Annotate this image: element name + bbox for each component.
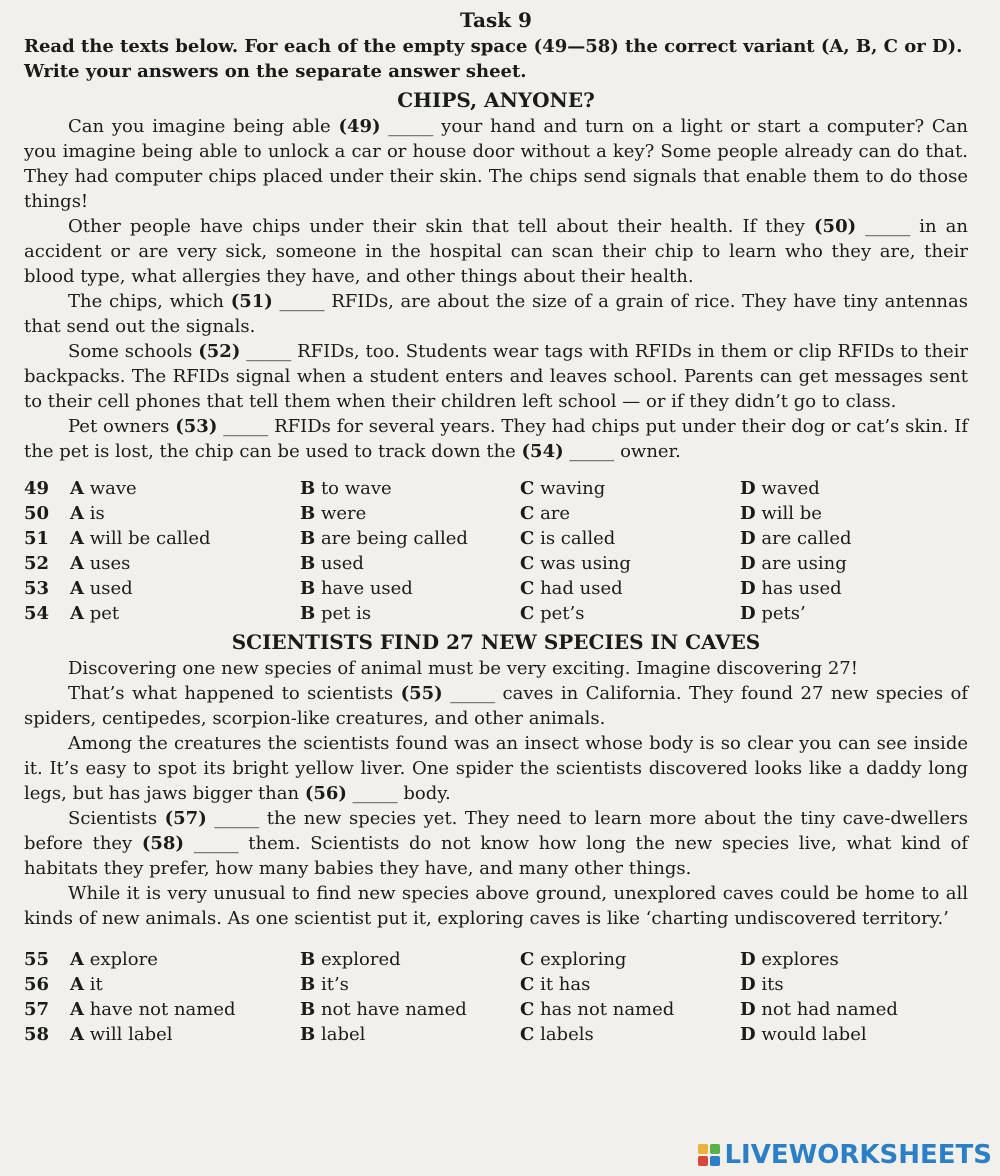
- option-row: [24, 1022, 968, 1047]
- paragraph-text: _____ the new species yet. They need to learn more about the tiny cave-dwellers before they: [24, 808, 968, 854]
- option-a[interactable]: [70, 526, 300, 551]
- gap-number: (49): [338, 116, 381, 137]
- question-number: 54: [24, 603, 50, 624]
- option-text: exploring: [540, 949, 627, 970]
- option-text: will be: [761, 503, 822, 524]
- option-d[interactable]: [740, 551, 960, 576]
- option-b[interactable]: [300, 526, 520, 551]
- option-row: [24, 997, 968, 1022]
- options-block-1: [24, 476, 968, 626]
- option-letter: D: [740, 553, 756, 574]
- option-letter: C: [520, 999, 535, 1020]
- option-d[interactable]: [740, 947, 960, 972]
- option-b[interactable]: [300, 997, 520, 1022]
- option-d[interactable]: [740, 997, 960, 1022]
- gap-number: (50): [814, 216, 857, 237]
- logo-square: [698, 1156, 708, 1166]
- text1-body: [24, 114, 968, 464]
- question-number: 49: [24, 478, 50, 499]
- option-text: will be called: [89, 528, 211, 549]
- option-a[interactable]: [70, 997, 300, 1022]
- option-a[interactable]: [70, 601, 300, 626]
- option-row: [24, 601, 968, 626]
- option-letter: C: [520, 949, 535, 970]
- paragraph-text: Can you imagine being able: [68, 116, 339, 137]
- option-letter: D: [740, 503, 756, 524]
- option-c[interactable]: [520, 1022, 740, 1047]
- option-text: pet is: [320, 603, 372, 624]
- option-d[interactable]: [740, 576, 960, 601]
- option-b[interactable]: [300, 601, 520, 626]
- option-text: has not named: [540, 999, 675, 1020]
- task-title: Task 9: [460, 8, 532, 32]
- option-letter: A: [70, 528, 84, 549]
- option-text: had used: [540, 578, 623, 599]
- option-letter: C: [520, 553, 535, 574]
- question-number: 53: [24, 578, 50, 599]
- paragraph-text: Discovering one new species of animal must be very exciting. Imagine discovering 27!: [68, 658, 858, 679]
- paragraph: [24, 414, 968, 464]
- option-c[interactable]: [520, 576, 740, 601]
- paragraph-text: _____ RFIDs, are about the size of a grain of rice. They have tiny antennas that send out the signals.: [24, 291, 968, 337]
- option-text: is: [89, 503, 105, 524]
- option-text: it’s: [320, 974, 349, 995]
- option-text: explore: [89, 949, 158, 970]
- option-text: are called: [761, 528, 852, 549]
- option-text: will label: [89, 1024, 173, 1045]
- option-letter: C: [520, 603, 535, 624]
- option-d[interactable]: [740, 601, 960, 626]
- option-text: used: [89, 578, 133, 599]
- option-row: [24, 526, 968, 551]
- gap-number: (51): [230, 291, 273, 312]
- option-c[interactable]: [520, 997, 740, 1022]
- paragraph-text: _____ them. Scientists do not know how long the new species live, what kind of habitats they prefer, how many babies they have, and many other things.: [24, 833, 968, 879]
- option-row: [24, 947, 968, 972]
- paragraph-text: The chips, which: [68, 291, 231, 312]
- option-text: are: [540, 503, 571, 524]
- paragraph-text: Some schools: [68, 341, 199, 362]
- option-a[interactable]: [70, 551, 300, 576]
- option-text: its: [761, 974, 784, 995]
- paragraph-text: That’s what happened to scientists: [68, 683, 401, 704]
- option-row: [24, 551, 968, 576]
- worksheet-page: [24, 6, 968, 1047]
- option-text: explored: [320, 949, 401, 970]
- option-a[interactable]: [70, 576, 300, 601]
- option-a[interactable]: [70, 1022, 300, 1047]
- option-d[interactable]: [740, 501, 960, 526]
- question-number: 56: [24, 974, 50, 995]
- text2-title: SCIENTISTS FIND 27 NEW SPECIES IN CAVES: [231, 630, 761, 654]
- paragraph: [24, 881, 968, 931]
- option-c[interactable]: [520, 551, 740, 576]
- option-letter: A: [70, 1024, 84, 1045]
- paragraph: [24, 731, 968, 806]
- gap-number: (56): [304, 783, 347, 804]
- logo-square: [710, 1144, 720, 1154]
- question-number: 55: [24, 949, 50, 970]
- option-letter: D: [740, 999, 756, 1020]
- paragraph-text: _____ RFIDs, too. Students wear tags with RFIDs in them or clip RFIDs to their backpacks. The RFIDs signal when a student enters and leaves school. Parents can get messages sent to their cell phones that tell them when their children left school — or if they didn’t go to class.: [24, 341, 968, 412]
- option-letter: D: [740, 974, 756, 995]
- option-d[interactable]: [740, 972, 960, 997]
- option-text: was using: [540, 553, 631, 574]
- option-a[interactable]: [70, 972, 300, 997]
- option-text: not have named: [320, 999, 467, 1020]
- paragraph-text: _____ body.: [346, 783, 451, 804]
- text2-body: [24, 656, 968, 931]
- option-c[interactable]: [520, 601, 740, 626]
- option-letter: B: [300, 949, 316, 970]
- option-text: it: [89, 974, 103, 995]
- option-text: not had named: [761, 999, 898, 1020]
- option-letter: D: [740, 528, 756, 549]
- paragraph: [24, 214, 968, 289]
- option-text: pet: [89, 603, 120, 624]
- option-text: were: [320, 503, 367, 524]
- option-letter: A: [70, 478, 84, 499]
- option-letter: B: [300, 553, 316, 574]
- option-letter: D: [740, 478, 756, 499]
- option-text: would label: [761, 1024, 867, 1045]
- option-text: explores: [761, 949, 839, 970]
- option-b[interactable]: [300, 972, 520, 997]
- paragraph-text: Pet owners: [68, 416, 176, 437]
- option-b[interactable]: [300, 576, 520, 601]
- option-letter: D: [740, 578, 756, 599]
- text1-title: CHIPS, ANYONE?: [397, 88, 595, 112]
- option-letter: B: [300, 1024, 316, 1045]
- option-a[interactable]: [70, 501, 300, 526]
- paragraph-text: Other people have chips under their skin that tell about their health. If they: [68, 216, 815, 237]
- option-b[interactable]: [300, 476, 520, 501]
- option-d[interactable]: [740, 476, 960, 501]
- option-letter: B: [300, 478, 316, 499]
- gap-number: (55): [400, 683, 443, 704]
- question-number: 52: [24, 553, 50, 574]
- option-text: have not named: [89, 999, 236, 1020]
- paragraph-text: _____ your hand and turn on a light or start a computer? Can you imagine being able to unlock a car or house door without a key? Some people already can do that. They had computer chips placed under their skin. The chips send signals that enable them to do those things!: [24, 116, 968, 212]
- option-letter: B: [300, 503, 316, 524]
- question-number: 57: [24, 999, 50, 1020]
- option-d[interactable]: [740, 526, 960, 551]
- paragraph-text: Scientists: [68, 808, 165, 829]
- option-letter: D: [740, 1024, 756, 1045]
- option-letter: B: [300, 999, 316, 1020]
- option-b[interactable]: [300, 501, 520, 526]
- option-letter: A: [70, 603, 84, 624]
- option-letter: B: [300, 974, 316, 995]
- option-text: have used: [320, 578, 413, 599]
- option-a[interactable]: [70, 947, 300, 972]
- option-c[interactable]: [520, 972, 740, 997]
- option-letter: C: [520, 974, 535, 995]
- option-text: it has: [540, 974, 591, 995]
- liveworksheets-logo[interactable]: [698, 1140, 992, 1170]
- option-text: wave: [89, 478, 137, 499]
- question-number: 50: [24, 503, 50, 524]
- option-b[interactable]: [300, 551, 520, 576]
- paragraph: [24, 806, 968, 881]
- option-letter: C: [520, 528, 535, 549]
- option-c[interactable]: [520, 526, 740, 551]
- option-c[interactable]: [520, 947, 740, 972]
- option-text: are being called: [320, 528, 468, 549]
- option-row: [24, 972, 968, 997]
- option-a[interactable]: [70, 476, 300, 501]
- logo-mark-icon: [698, 1144, 720, 1166]
- paragraph-text: _____ owner.: [563, 441, 681, 462]
- option-b[interactable]: [300, 947, 520, 972]
- option-letter: A: [70, 974, 84, 995]
- option-b[interactable]: [300, 1022, 520, 1047]
- option-letter: A: [70, 999, 84, 1020]
- option-letter: A: [70, 503, 84, 524]
- option-text: are using: [761, 553, 847, 574]
- option-letter: A: [70, 553, 84, 574]
- options-block-2: [24, 947, 968, 1047]
- question-number: 51: [24, 528, 50, 549]
- option-text: waving: [540, 478, 606, 499]
- paragraph-text: While it is very unusual to find new species above ground, unexplored caves could be home to all kinds of new animals. As one scientist put it, exploring caves is like ‘charting undiscovered territory.’: [24, 883, 968, 929]
- gap-number: (53): [175, 416, 218, 437]
- gap-number: (57): [164, 808, 207, 829]
- gap-number: (52): [198, 341, 241, 362]
- option-letter: C: [520, 478, 535, 499]
- option-text: used: [320, 553, 364, 574]
- option-text: has used: [761, 578, 842, 599]
- logo-square: [698, 1144, 708, 1154]
- gap-number: (58): [141, 833, 184, 854]
- option-text: is called: [540, 528, 616, 549]
- paragraph: [24, 656, 968, 681]
- option-letter: A: [70, 949, 84, 970]
- paragraph-text: _____ RFIDs for several years. They had chips put under their dog or cat’s skin. If the pet is lost, the chip can be used to track down the: [24, 416, 968, 462]
- question-number: 58: [24, 1024, 50, 1045]
- option-text: labels: [540, 1024, 594, 1045]
- option-text: waved: [761, 478, 820, 499]
- option-letter: B: [300, 578, 316, 599]
- option-letter: B: [300, 603, 316, 624]
- option-c[interactable]: [520, 501, 740, 526]
- option-letter: C: [520, 1024, 535, 1045]
- paragraph: [24, 289, 968, 339]
- option-letter: D: [740, 603, 756, 624]
- paragraph-text: _____ caves in California. They found 27 new species of spiders, centipedes, scorpion-like creatures, and other animals.: [24, 683, 968, 729]
- option-row: [24, 576, 968, 601]
- option-text: pet’s: [540, 603, 585, 624]
- logo-square: [710, 1156, 720, 1166]
- option-letter: C: [520, 503, 535, 524]
- option-c[interactable]: [520, 476, 740, 501]
- option-d[interactable]: [740, 1022, 960, 1047]
- option-text: pets’: [761, 603, 806, 624]
- paragraph-text: _____ in an accident or are very sick, someone in the hospital can scan their chip to learn who they are, their blood type, what allergies they have, and other things about their health.: [24, 216, 969, 287]
- paragraph-text: Among the creatures the scientists found was an insect whose body is so clear you can see inside it. It’s easy to spot its bright yellow liver. One spider the scientists discovered looks like a daddy long legs, but has jaws bigger than: [24, 733, 968, 804]
- option-letter: D: [740, 949, 756, 970]
- gap-number: (54): [521, 441, 564, 462]
- option-letter: A: [70, 578, 84, 599]
- paragraph: [24, 339, 968, 414]
- option-text: to wave: [320, 478, 392, 499]
- paragraph: [24, 114, 968, 214]
- logo-text: LIVEWORKSHEETS: [724, 1140, 992, 1170]
- option-text: uses: [89, 553, 131, 574]
- option-row: [24, 476, 968, 501]
- paragraph: [24, 681, 968, 731]
- option-text: label: [320, 1024, 366, 1045]
- option-row: [24, 501, 968, 526]
- option-letter: B: [300, 528, 316, 549]
- instructions: Read the texts below. For each of the empty space (49—58) the correct variant (A, B, C or D). Write your answers on the separate answer sheet.: [24, 36, 963, 82]
- option-letter: C: [520, 578, 535, 599]
